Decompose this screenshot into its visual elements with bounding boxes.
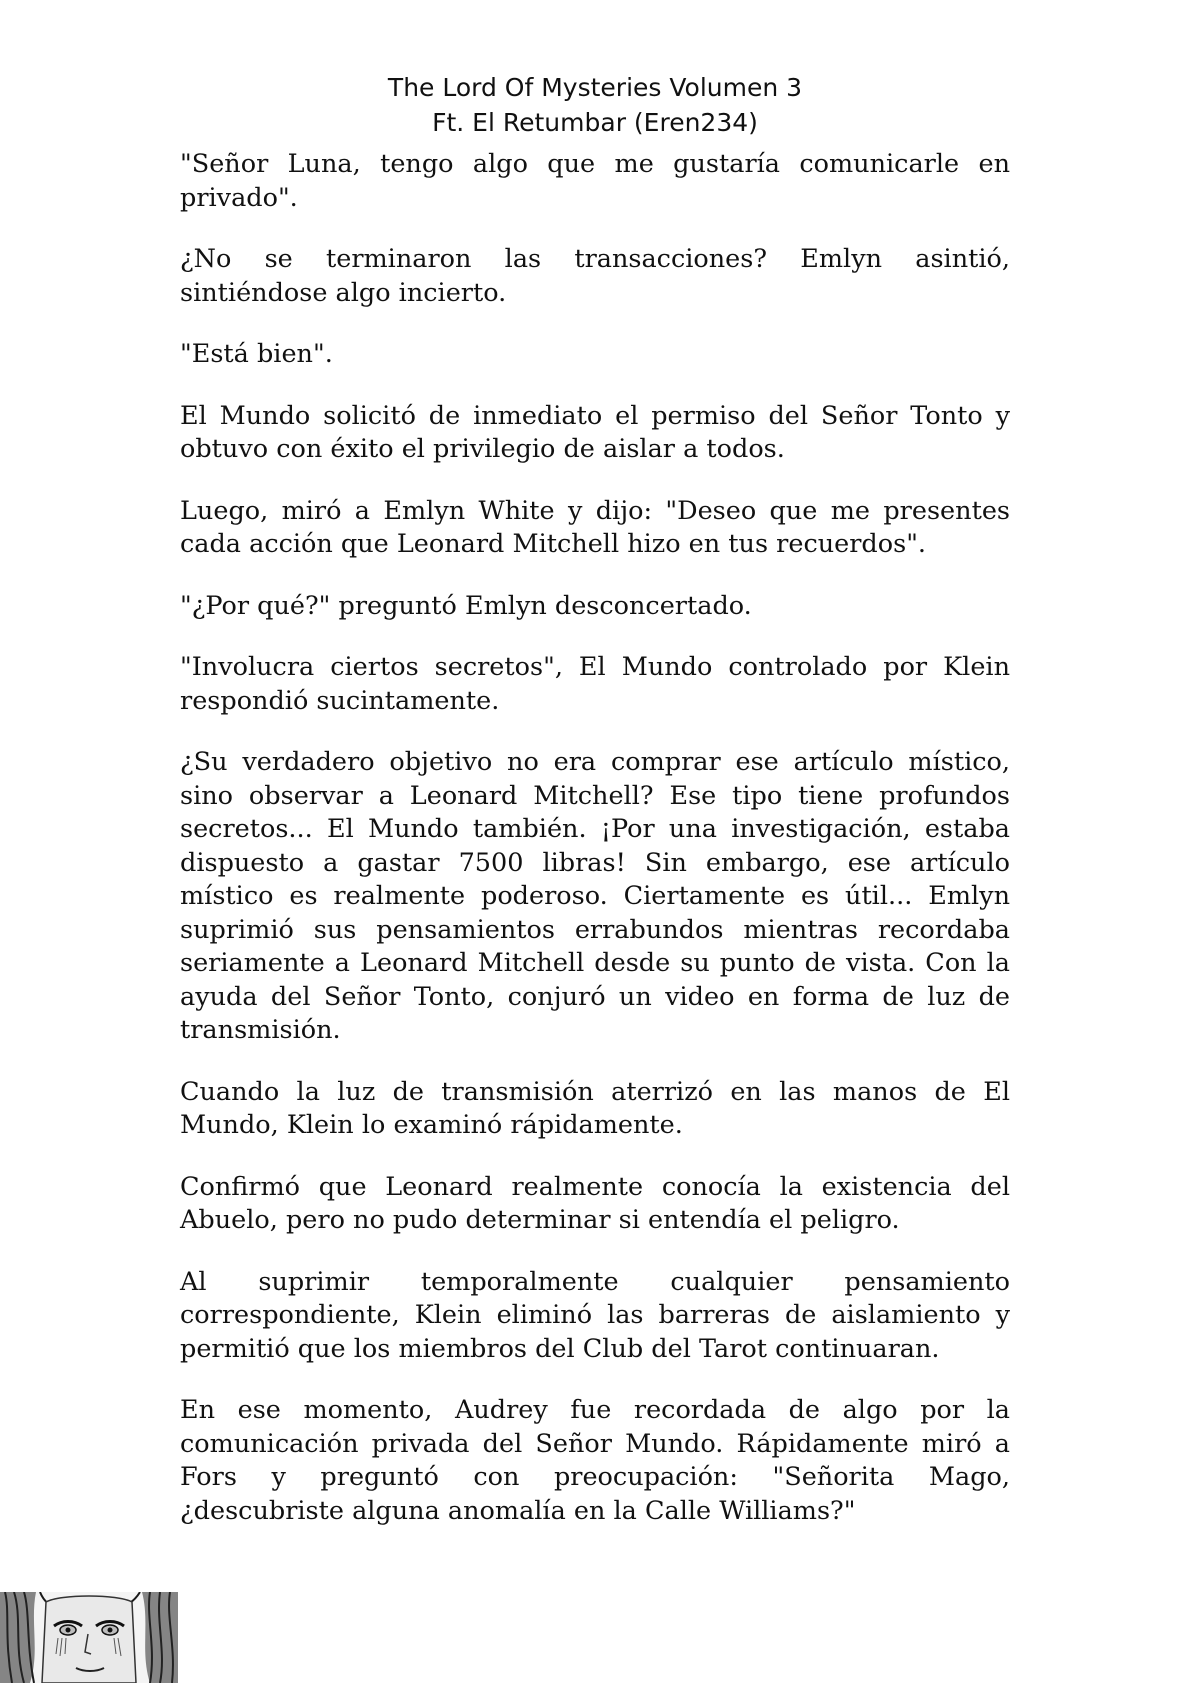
page-title: The Lord Of Mysteries Volumen 3 (387, 73, 803, 102)
paragraph: Al suprimir temporalmente cualquier pensamiento correspondiente, Klein eliminó las barreras de aislamiento y permitió que los miembros del Club del Tarot continuaran. (180, 1266, 1010, 1364)
page-subtitle: Ft. El Retumbar (Eren234) (432, 108, 758, 137)
paragraph: En ese momento, Audrey fue recordada de algo por la comunicación privada del Señor Mundo. Rápidamente miró a Fors y preguntó con preocupación: "Señorita Mago, ¿descubriste alguna anomalía en la Calle Williams?" (180, 1395, 1010, 1526)
manga-character-face-icon (0, 1592, 178, 1683)
paragraph: "¿Por qué?" preguntó Emlyn desconcertado. (180, 590, 752, 621)
page-header (0, 70, 1190, 140)
paragraph: El Mundo solicitó de inmediato el permiso del Señor Tonto y obtuvo con éxito el privilegio de aislar a todos. (180, 400, 1010, 464)
paragraph: "Está bien". (180, 339, 333, 369)
paragraph: "Señor Luna, tengo algo que me gustaría comunicarle en privado". (180, 149, 1010, 213)
paragraph: Confirmó que Leonard realmente conocía la existencia del Abuelo, pero no pudo determinar si entendía el peligro. (180, 1171, 1010, 1235)
document-body (180, 148, 1010, 1556)
paragraph: Luego, miró a Emlyn White y dijo: "Deseo que me presentes cada acción que Leonard Mitchell hizo en tus recuerdos". (180, 495, 1010, 559)
paragraph: Cuando la luz de transmisión aterrizó en las manos de El Mundo, Klein lo examinó rápidamente. (180, 1076, 1010, 1140)
paragraph: "Involucra ciertos secretos", El Mundo controlado por Klein respondió sucintamente. (180, 652, 1010, 716)
paragraph: ¿Su verdadero objetivo no era comprar ese artículo místico, sino observar a Leonard Mitchell? Ese tipo tiene profundos secretos... El Mundo también. ¡Por una investigación, estaba dispuesto a gastar 7500 libras! Sin embargo, ese artículo místico es realmente poderoso. Ciertamente es útil... Emlyn suprimió sus pensamientos errabundos mientras recordaba seriamente a Leonard Mitchell desde su punto de vista. Con la ayuda del Señor Tonto, conjuró un video en forma de luz de transmisión. (180, 747, 1010, 1045)
paragraph: ¿No se terminaron las transacciones? Emlyn asintió, sintiéndose algo incierto. (180, 244, 1010, 308)
